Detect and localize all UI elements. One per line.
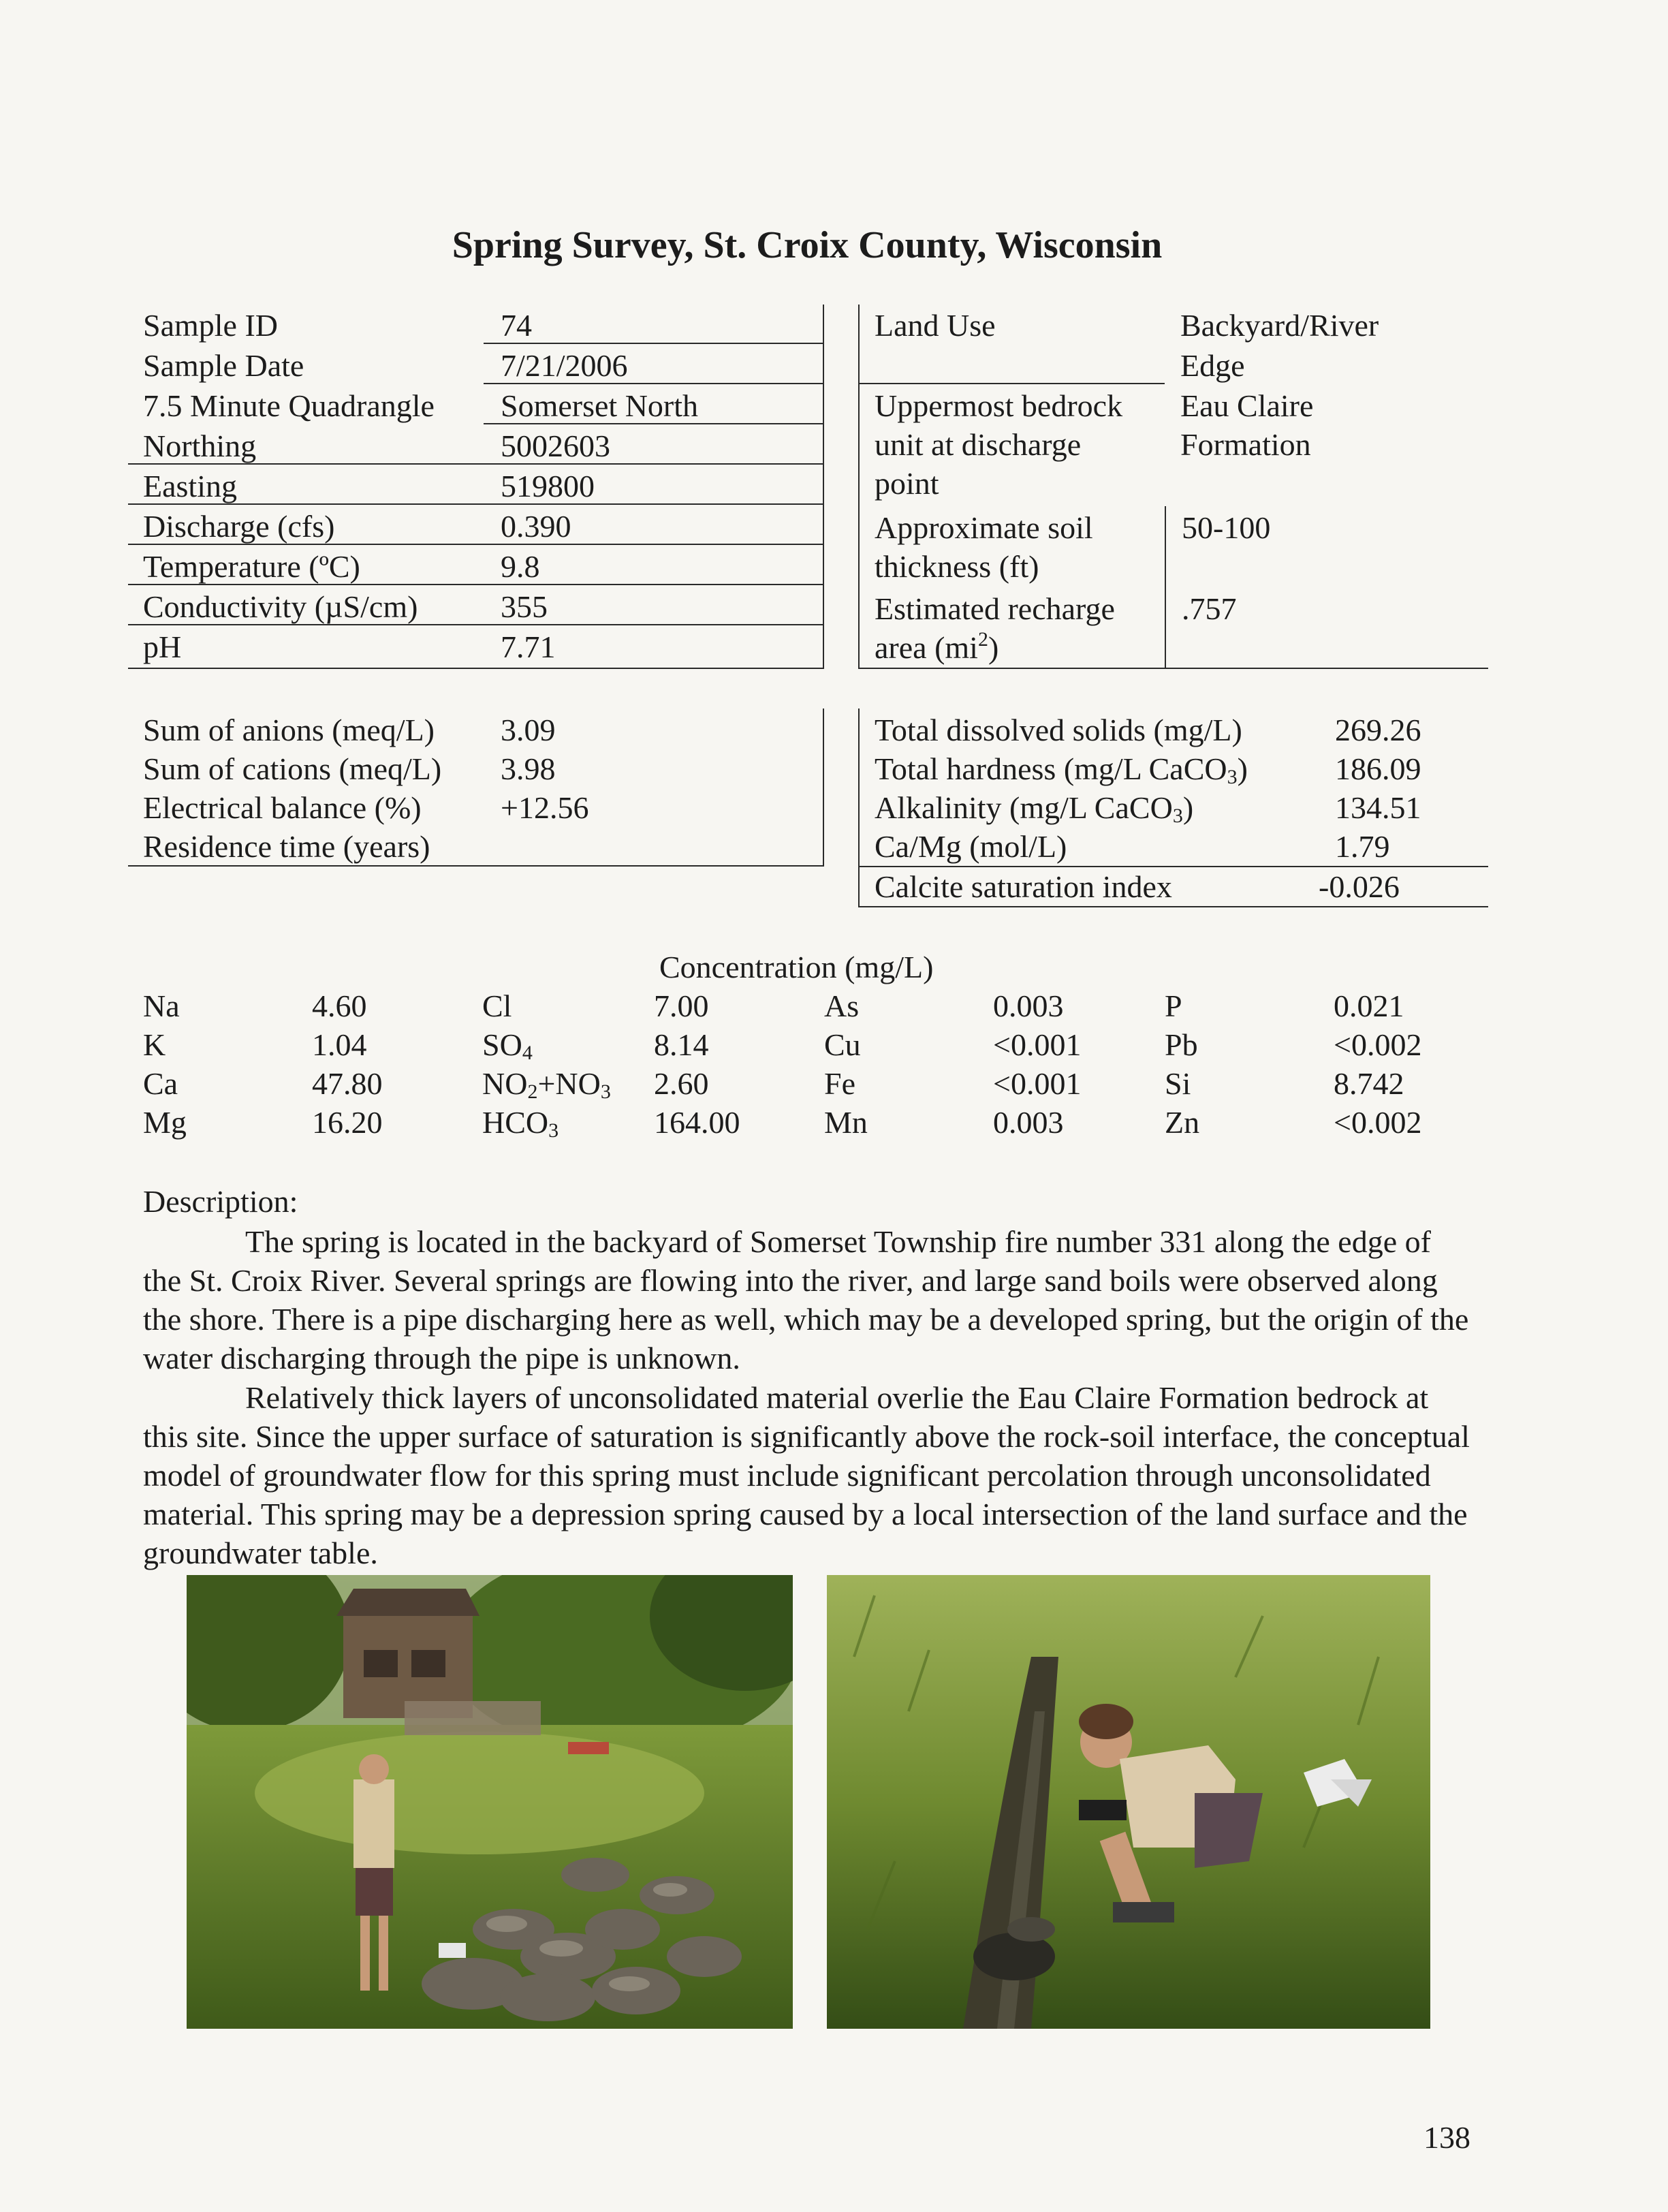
- label-recharge-2: area $(mi^2)$: [875, 628, 999, 665]
- value-hardness: 186.09: [1335, 751, 1421, 786]
- element-as: As: [824, 988, 860, 1023]
- element-cu: Cu: [824, 1027, 861, 1062]
- rule: [823, 305, 824, 669]
- label-residence-time: Residence time (years): [143, 829, 430, 864]
- element-cl: Cl: [482, 988, 512, 1023]
- rule: [823, 708, 824, 867]
- label-bedrock-3: point: [875, 466, 939, 501]
- rule: [128, 544, 824, 545]
- value-sample-id: 74: [501, 308, 532, 343]
- label-soil-2: thickness (ft): [875, 549, 1039, 584]
- label-cations: Sum of cations (meq/L): [143, 751, 442, 786]
- element-na: Na: [143, 988, 180, 1023]
- label-electrical-balance: Electrical balance (%): [143, 790, 422, 825]
- value-discharge: 0.390: [501, 509, 571, 544]
- label-temperature: Temperature (ºC): [143, 549, 360, 584]
- value-sample-date: 7/21/2006: [501, 348, 628, 383]
- description-paragraph-2: Relatively thick layers of unconsolidated material overlie the Eau Claire Formation bedrock at this site. Since the upper surface of saturation is significantly above the rock-soil interface, the conceptual model of groundwater flow for this spring must include significant percolation through unconsolidated material. This spring may be a depression spring caused by a local intersection of the land surface and the groundwater table.: [143, 1380, 1470, 1570]
- label-alkalinity: Alkalinity (mg/L CaCO$_3$): [875, 790, 1194, 827]
- value-recharge: .757: [1182, 591, 1237, 626]
- label-discharge: Discharge (cfs): [143, 509, 335, 544]
- value-mn: 0.003: [993, 1105, 1064, 1140]
- rule: [858, 708, 860, 907]
- label-tds: Total dissolved solids (mg/L): [875, 713, 1242, 747]
- label-ca-mg: Ca/Mg (mol/L): [875, 829, 1067, 864]
- element-si: Si: [1165, 1066, 1191, 1101]
- value-p: 0.021: [1334, 988, 1404, 1023]
- label-northing: Northing: [143, 429, 257, 463]
- rule: [858, 866, 1488, 867]
- value-anions: 3.09: [501, 713, 556, 747]
- value-na: 4.60: [312, 988, 367, 1023]
- label-anions: Sum of anions (meq/L): [143, 713, 435, 747]
- element-fe: Fe: [824, 1066, 855, 1101]
- label-quadrangle: 7.5 Minute Quadrangle: [143, 388, 435, 423]
- label-sample-date: Sample Date: [143, 348, 304, 383]
- element-hco3: $HCO_3$: [482, 1105, 559, 1142]
- rule: [484, 343, 824, 344]
- element-pb: Pb: [1165, 1027, 1198, 1062]
- description-paragraph-1: The spring is located in the backyard of Somerset Township fire number 331 along the edge of the St. Croix River. Several springs are flowing into the river, and large sand boils were observed along the shore. There is a pipe discharging here as well, which may be a developed spring, but the origin of the water discharging through the pipe is unknown.: [143, 1224, 1469, 1375]
- value-easting: 519800: [501, 469, 595, 503]
- value-mg: 16.20: [312, 1105, 383, 1140]
- label-easting: Easting: [143, 469, 237, 503]
- label-bedrock-2: unit at discharge: [875, 427, 1082, 462]
- page-number: 138: [1423, 2120, 1470, 2155]
- value-cl: 7.00: [654, 988, 709, 1023]
- label-ph: pH: [143, 629, 182, 664]
- value-land-use-2: Edge: [1180, 348, 1245, 383]
- label-sample-id: Sample ID: [143, 308, 279, 343]
- value-so4: 8.14: [654, 1027, 709, 1062]
- value-calcite-saturation: -0.026: [1319, 869, 1400, 904]
- label-conductivity: Conductivity (µS/cm): [143, 589, 418, 624]
- label-calcite-saturation: Calcite saturation index: [875, 869, 1172, 904]
- value-bedrock-1: Eau Claire: [1180, 388, 1314, 423]
- element-no2-no3: $NO_2+NO_3$: [482, 1066, 611, 1103]
- element-p: P: [1165, 988, 1182, 1023]
- rule: [128, 503, 824, 505]
- element-mn: Mn: [824, 1105, 868, 1140]
- concentration-heading: Concentration (mg/L): [659, 950, 934, 984]
- rule: [484, 383, 824, 384]
- value-si: 8.742: [1334, 1066, 1404, 1101]
- page-title: Spring Survey, St. Croix County, Wisconsin: [452, 224, 1163, 266]
- value-k: 1.04: [312, 1027, 367, 1062]
- rule: [484, 423, 824, 424]
- value-ca: 47.80: [312, 1066, 383, 1101]
- value-electrical-balance: +12.56: [501, 790, 589, 825]
- value-alkalinity: 134.51: [1335, 790, 1421, 825]
- value-soil: 50-100: [1182, 510, 1271, 545]
- value-land-use-1: Backyard/River: [1180, 308, 1379, 343]
- rule: [128, 463, 824, 465]
- value-temperature: 9.8: [501, 549, 540, 584]
- value-northing: 5002603: [501, 429, 610, 463]
- value-tds: 269.26: [1335, 713, 1421, 747]
- rule: [128, 624, 824, 625]
- value-fe: <0.001: [993, 1066, 1082, 1101]
- photo-spring-site-backyard: [187, 1575, 793, 2029]
- element-so4: $SO_4$: [482, 1027, 533, 1064]
- value-pb: <0.002: [1334, 1027, 1422, 1062]
- label-land-use: Land Use: [875, 308, 996, 343]
- value-as: 0.003: [993, 988, 1064, 1023]
- rule: [128, 668, 824, 669]
- value-zn: <0.002: [1334, 1105, 1422, 1140]
- value-no2-no3: 2.60: [654, 1066, 709, 1101]
- value-bedrock-2: Formation: [1180, 427, 1311, 462]
- rule: [1165, 506, 1166, 669]
- value-ca-mg: 1.79: [1335, 829, 1390, 864]
- rule: [858, 305, 860, 669]
- value-ph: 7.71: [501, 629, 556, 664]
- value-quadrangle: Somerset North: [501, 388, 699, 423]
- element-mg: Mg: [143, 1105, 187, 1140]
- rule: [858, 383, 1165, 384]
- element-zn: Zn: [1165, 1105, 1200, 1140]
- label-soil-1: Approximate soil: [875, 510, 1093, 545]
- value-cations: 3.98: [501, 751, 556, 786]
- photo-spring-measurement: [827, 1575, 1430, 2029]
- element-k: K: [143, 1027, 166, 1062]
- rule: [128, 584, 824, 585]
- rule: [128, 865, 824, 867]
- label-hardness: Total hardness (mg/L CaCO$_3$): [875, 751, 1248, 788]
- value-conductivity: 355: [501, 589, 548, 624]
- value-cu: <0.001: [993, 1027, 1082, 1062]
- element-ca: Ca: [143, 1066, 178, 1101]
- rule: [858, 668, 1488, 669]
- label-recharge-1: Estimated recharge: [875, 591, 1115, 626]
- description-heading: Description:: [143, 1184, 298, 1219]
- rule: [858, 906, 1488, 907]
- value-hco3: 164.00: [654, 1105, 740, 1140]
- label-bedrock-1: Uppermost bedrock: [875, 388, 1123, 423]
